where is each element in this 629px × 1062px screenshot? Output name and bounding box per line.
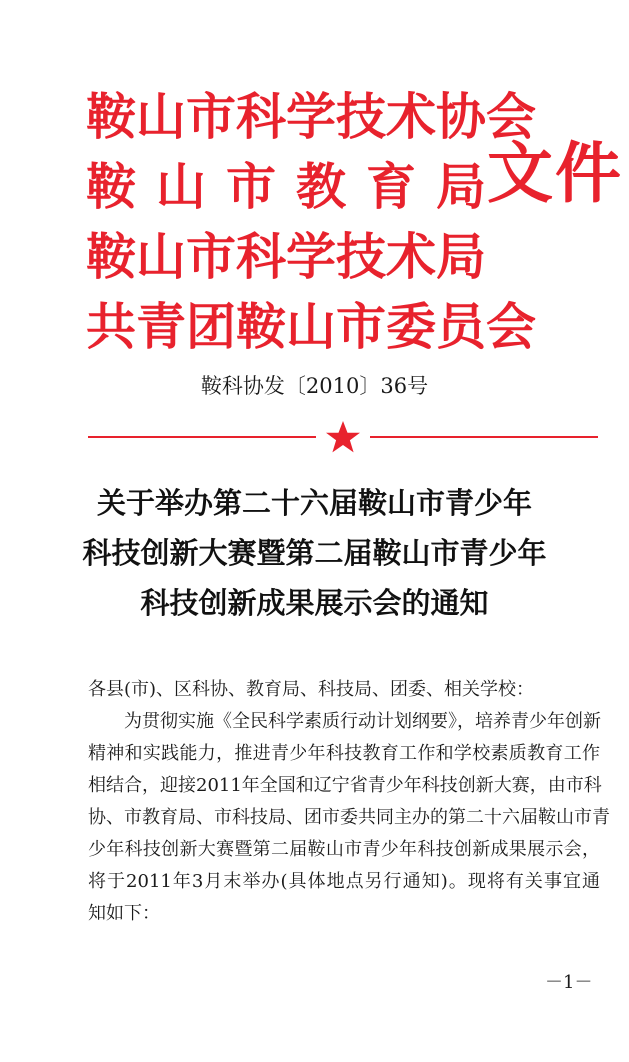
issuer-char: 市 [336, 297, 386, 356]
issuer-char: 山 [136, 227, 186, 286]
issuer-char: 育 [366, 157, 416, 216]
paragraph-line: 精神和实践能力，推进青少年科技教育工作和学校素质教育工作 [88, 743, 600, 764]
issuer-line [86, 82, 536, 152]
document-type-label: 文件 [487, 134, 623, 212]
issuer-char: 鞍 [86, 87, 136, 146]
paragraph-line: 为贯彻实施《全民科学素质行动计划纲要》，培养青少年创新 [124, 711, 601, 732]
paragraph-line: 知如下： [88, 903, 160, 924]
issuer-char: 山 [286, 297, 336, 356]
issuer-line [86, 222, 486, 292]
notice-body [88, 674, 610, 930]
issuer-char: 市 [226, 157, 276, 216]
issuer-char: 学 [286, 227, 336, 286]
issuer-char: 青 [136, 297, 186, 356]
title-line: 科技创新成果展示会的通知 [140, 586, 489, 620]
issuer-char: 市 [186, 87, 236, 146]
notice-title [0, 478, 629, 628]
issuer-char: 教 [296, 157, 346, 216]
issuer-char: 委 [386, 297, 436, 356]
issuer-char: 局 [436, 157, 486, 216]
issuer-char: 共 [86, 297, 136, 356]
page-number: －1－ [545, 972, 593, 993]
issuer-char: 术 [386, 87, 436, 146]
issuing-authorities [86, 82, 536, 362]
issuer-char: 市 [186, 227, 236, 286]
issuer-char: 山 [156, 157, 206, 216]
issuer-char: 技 [336, 87, 386, 146]
issuer-char: 协 [436, 87, 486, 146]
salutation: 各县(市)、区科协、教育局、科技局、团委、相关学校： [88, 679, 535, 700]
issuer-char: 会 [486, 297, 536, 356]
issuer-char: 科 [236, 87, 286, 146]
paragraph-line: 将于2011年3月末举办(具体地点另行通知)。现将有关事宜通 [88, 871, 600, 892]
issuer-char: 团 [186, 297, 236, 356]
title-line: 科技创新大赛暨第二届鞍山市青少年 [82, 536, 547, 570]
paragraph-line: 协、市教育局、市科技局、团市委共同主办的第二十六届鞍山市青 [88, 807, 610, 828]
issuer-char: 技 [336, 227, 386, 286]
issuer-line [86, 292, 536, 362]
star-icon [326, 421, 360, 452]
issuer-char: 山 [136, 87, 186, 146]
issuer-char: 局 [436, 227, 486, 286]
paragraph-line: 少年科技创新大赛暨第二届鞍山市青少年科技创新成果展示会， [88, 839, 600, 860]
issuer-char: 鞍 [86, 227, 136, 286]
issuer-char: 会 [486, 87, 536, 146]
red-divider [88, 420, 598, 454]
document-number: 鞍科协发〔2010〕36号 [200, 374, 429, 398]
issuer-line [86, 152, 486, 222]
paragraph-line: 相结合，迎接2011年全国和辽宁省青少年科技创新大赛，由市科 [88, 775, 602, 796]
title-line: 关于举办第二十六届鞍山市青少年 [96, 486, 532, 520]
issuer-char: 科 [236, 227, 286, 286]
issuer-char: 员 [436, 297, 486, 356]
issuer-char: 鞍 [86, 157, 136, 216]
issuer-char: 鞍 [236, 297, 286, 356]
issuer-char: 学 [286, 87, 336, 146]
issuer-char: 术 [386, 227, 436, 286]
